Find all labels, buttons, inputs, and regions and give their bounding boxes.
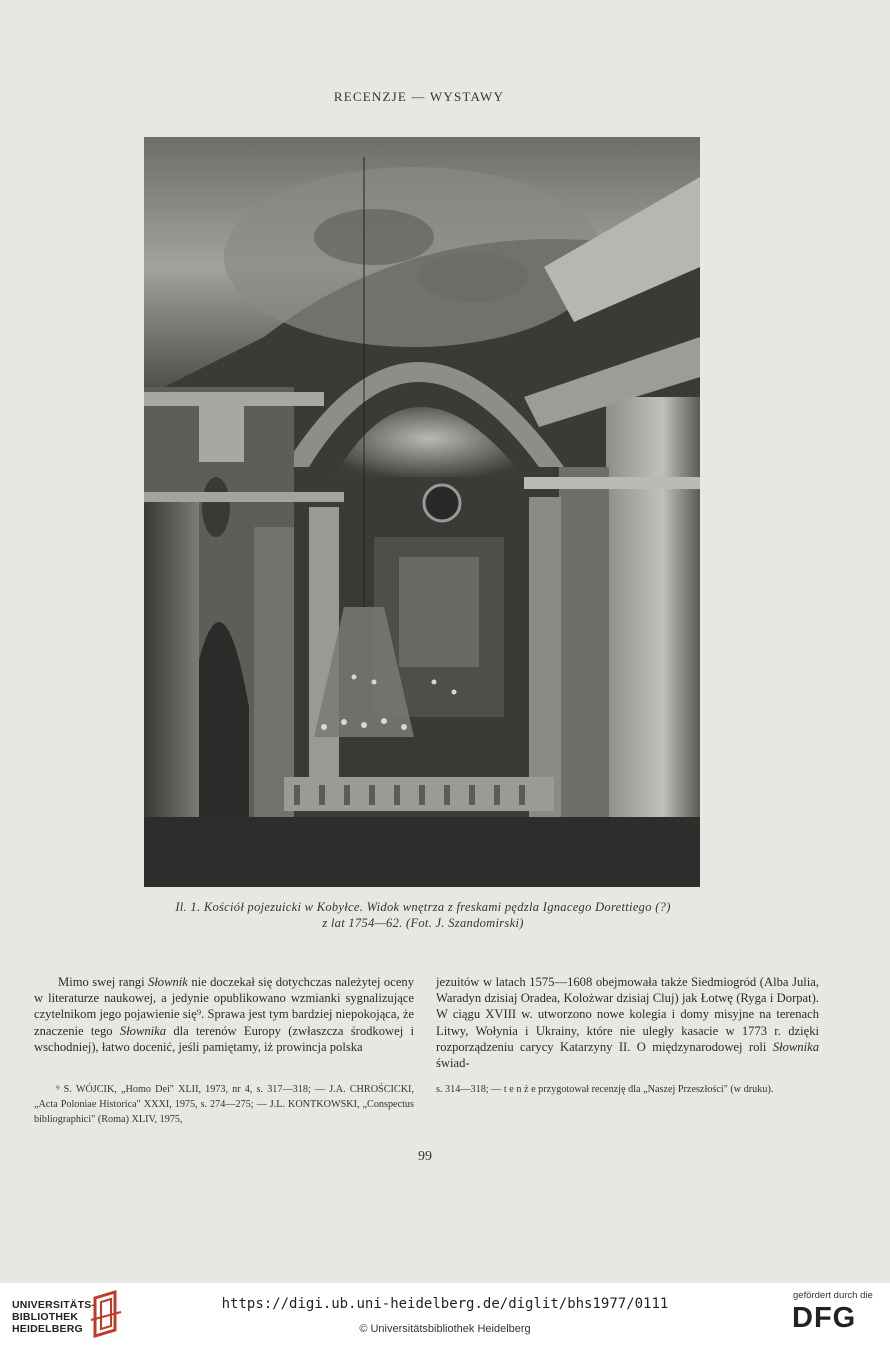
- title-italic: Słownik: [148, 975, 188, 989]
- footnote-right: s. 314—318; — t e n ż e przygotował recenzję dla „Naszej Przeszłości" (w druku).: [436, 1084, 774, 1095]
- footnote-left: ⁹ S. WÓJCIK, „Homo Dei" XLII, 1973, nr 4, s. 317—318; — J.A. CHROŚCICKI, „Acta Poloniae Historica" XXXI, 1975, s. 274—275; — J.L. KONTKOWSKI, „Conspectus bibliographici" (Roma) XLIV, 1975,: [34, 1084, 414, 1125]
- text-run: nie doczekał się dotychczas należytej oceny w literaturze naukowej, a jedynie opublikowano wzmianki sygnalizujące czytelnikom jego pojawienie się⁹. Sprawa jest tym bardziej niepokojąca, że znaczenie tego: [34, 975, 415, 1038]
- permalink-url[interactable]: https://digi.ub.uni-heidelberg.de/diglit/bhs1977/0111: [221, 1296, 669, 1312]
- text-run: dla terenów Europy (zwłaszcza środkowej i wschodniej), łatwo docenić, jeśli pamiętamy, iż prowincja polska: [34, 1023, 414, 1054]
- title-italic: Słownika: [772, 1039, 819, 1054]
- title-italic: Słownika: [119, 1023, 167, 1038]
- figure-caption: [140, 899, 706, 931]
- viewer-footer: [0, 1283, 890, 1346]
- text-run: jezuitów w latach 1575—1608 obejmowała także Siedmiogród (Alba Julia, Waradyn dzisiaj Oradea, Kolożwar dzisiaj Cluj) jak Łotwę (Ryga i Dorpat). W ciągu XVIII w. utworzono nowe kolegia i domy misyjne na terenach Litwy, Wołynia i Ukrainy, które nie uległy kasacie w 1773 r. dzięki rozporządzeniu carycy Katarzyny II. O międzynarodowej roli: [436, 975, 819, 1054]
- library-name-line: HEIDELBERG: [12, 1323, 83, 1335]
- library-name-line: BIBLIOTHEK: [12, 1311, 79, 1323]
- text-run: Mimo swej rangi: [58, 975, 149, 989]
- church-interior-photograph: [144, 137, 700, 887]
- funding-note: gefördert durch die: [793, 1290, 873, 1301]
- copyright-notice: © Universitätsbibliothek Heidelberg: [359, 1323, 531, 1335]
- library-name-line: UNIVERSITÄTS-: [12, 1299, 96, 1311]
- text-run: świad-: [436, 1056, 470, 1071]
- dfg-logo[interactable]: DFG: [792, 1302, 857, 1334]
- caption-line-1: Il. 1. Kościół pojezuicki w Kobyłce. Widok wnętrza z freskami pędzla Ignacego Dorettiego (?): [175, 900, 671, 914]
- page-number: 99: [418, 1149, 432, 1164]
- running-head: RECENZJE — WYSTAWY: [333, 89, 505, 104]
- body-text-right-column: [436, 974, 819, 1071]
- body-text-left-column: [34, 974, 414, 1055]
- caption-line-2: z lat 1754—62. (Fot. J. Szandomirski): [322, 916, 524, 930]
